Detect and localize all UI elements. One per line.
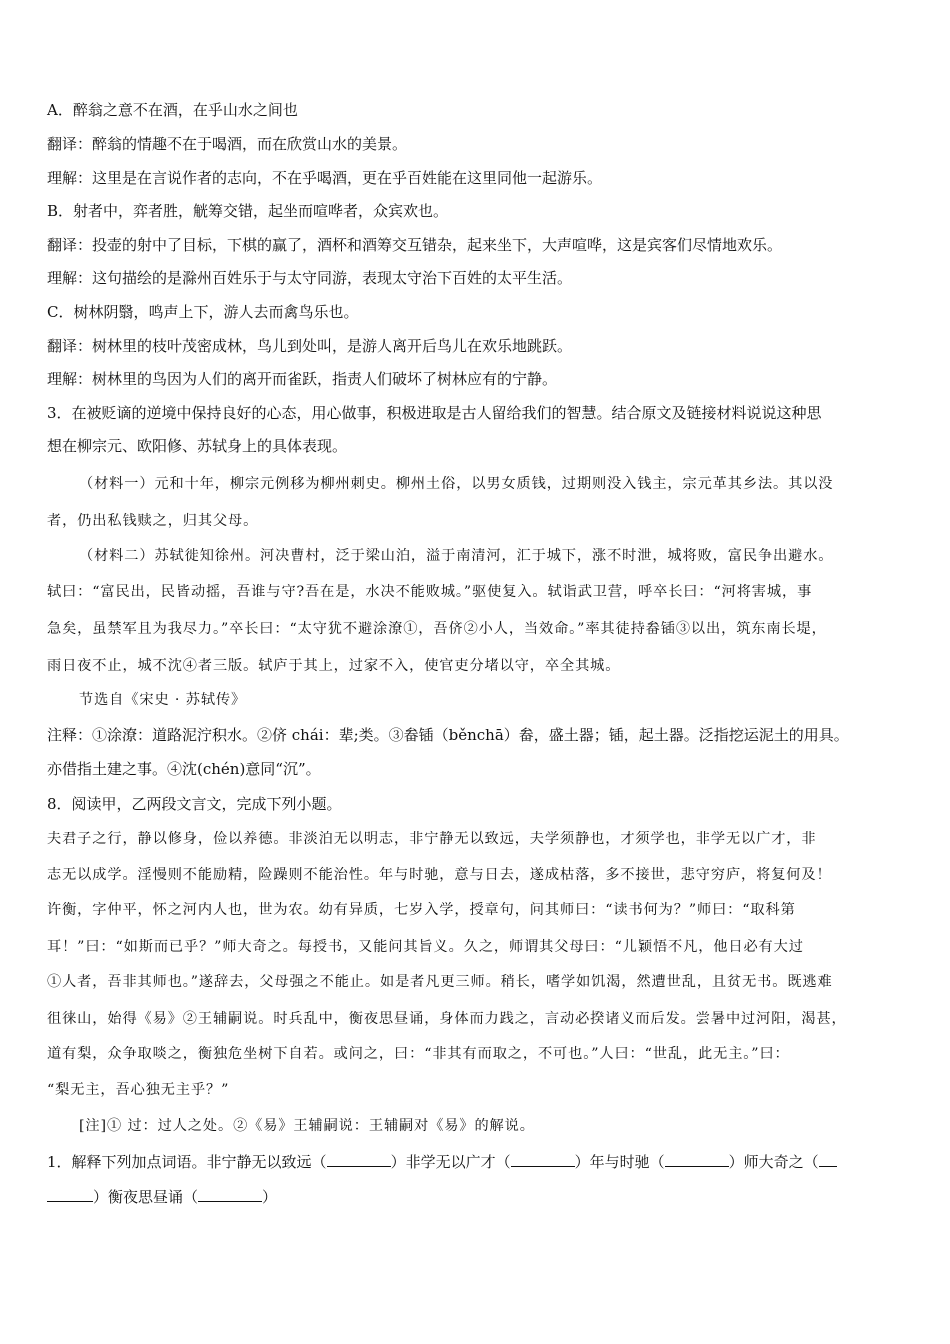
question-1-close: ）: [262, 1188, 278, 1206]
question-3-cont: 想在柳宗元、欧阳修、苏轼身上的具体表现。: [47, 437, 348, 455]
option-b-understanding: 理解：这句描绘的是滁州百姓乐于与太守同游，表现太守治下百姓的太平生活。: [47, 269, 573, 287]
material-1: （材料一）元和十年，柳宗元例移为柳州刺史。柳州土俗，以男女质钱，过期则没入钱主，宗元革其乡法。其以没: [79, 476, 834, 492]
passage-a-line-1: 夫君子之行，静以修身，俭以养德。非淡泊无以明志，非宁静无以致远，夫学须静也，才须学也，非学无以广才，非: [47, 831, 817, 847]
annotation: 注释：①涂潦：道路泥泞积水。②侪 chái：辈;类。③畚锸（běnchā）畚，盛土器；锸，起土器。泛指挖运泥土的用具。: [47, 726, 849, 744]
material-2-line-2: 轼曰：“富民出，民皆动摇，吾谁与守?吾在是，水决不能败城。”驱使复入。轼诣武卫营，呼卒长曰：“河将害城，事: [47, 584, 813, 600]
passage-a-line-2: 志无以成学。淫慢则不能励精，险躁则不能治性。年与时驰，意与日去，遂成枯落，多不接世，悲守穷庐，将复何及！: [47, 867, 832, 883]
passage-b-line-1: 许衡，字仲平，怀之河内人也，世为农。幼有异质，七岁入学，授章句，问其师曰：“读书何为？”师曰：“取科第: [47, 902, 796, 918]
passage-b-line-2: 耳！”曰：“如斯而已乎？”师大奇之。每授书，又能问其旨义。久之，师谓其父母曰：“儿颖悟不凡，他日必有大过: [47, 939, 804, 955]
answer-blank-5[interactable]: [198, 1188, 262, 1202]
source-note: 节选自《宋史 · 苏轼传》: [79, 692, 247, 708]
passage-b-line-6: “梨无主，吾心独无主乎？”: [47, 1082, 230, 1098]
question-1-item-3: ）年与时驰（: [574, 1153, 665, 1171]
answer-blank-2[interactable]: [511, 1153, 575, 1167]
answer-blank-4-start[interactable]: [819, 1153, 837, 1167]
note: [注]① 过：过人之处。②《易》王辅嗣说：王辅嗣对《易》的解说。: [79, 1118, 535, 1134]
passage-b-line-5: 道有梨，众争取啖之，衡独危坐树下自若。或问之，曰：“非其有而取之，不可也。”人曰：“世乱，此无主。”曰：: [47, 1046, 790, 1062]
question-1-item-4: ）师大奇之（: [728, 1153, 819, 1171]
option-b: B．射者中，弈者胜，觥筹交错，起坐而喧哗者，众宾欢也。: [47, 202, 449, 220]
option-c: C．树林阴翳，鸣声上下，游人去而禽鸟乐也。: [47, 303, 359, 321]
passage-b-line-4: 徂徕山，始得《易》②王辅嗣说。时兵乱中，衡夜思昼诵，身体而力践之，言动必揆诸义而后发。尝暑中过河阳，渴甚，: [47, 1011, 847, 1027]
question-1-prefix: 1．解释下列加点词语。: [47, 1153, 207, 1171]
material-2: （材料二）苏轼徙知徐州。河决曹村，泛于梁山泊，溢于南清河，汇于城下，涨不时泄，城将败，富民争出避水。: [79, 548, 834, 564]
material-1-cont: 者，仍出私钱赎之，归其父母。: [47, 513, 259, 529]
option-c-understanding: 理解：树林里的鸟因为人们的离开而雀跃，指责人们破坏了树林应有的宁静。: [47, 370, 558, 388]
option-a-understanding: 理解：这里是在言说作者的志向，不在乎喝酒，更在乎百姓能在这里同他一起游乐。: [47, 169, 603, 187]
annotation-cont: 亦借指土建之事。④沈(chén)意同“沉”。: [47, 760, 321, 778]
material-2-line-4: 雨日夜不止，城不沈④者三版。轼庐于其上，过家不入，使官吏分堵以守，卒全其城。: [47, 658, 621, 674]
option-a-translation: 翻译：醉翁的情趣不在于喝酒，而在欣赏山水的美景。: [47, 135, 408, 153]
option-b-translation: 翻译：投壶的射中了目标，下棋的赢了，酒杯和酒筹交互错杂，起来坐下，大声喧哗，这是宾客们尽情地欢乐。: [47, 236, 783, 254]
question-1: [47, 1152, 837, 1172]
option-c-translation: 翻译：树林里的枝叶茂密成林，鸟儿到处叫，是游人离开后鸟儿在欢乐地跳跃。: [47, 337, 573, 355]
option-a: A．醉翁之意不在酒，在乎山水之间也: [47, 101, 298, 119]
answer-blank-4-end[interactable]: [47, 1188, 93, 1202]
answer-blank-1[interactable]: [327, 1153, 391, 1167]
question-1-item-1: 非宁静无以致远（: [206, 1153, 327, 1171]
material-2-line-3: 急矣，虽禁军且为我尽力。”卒长曰：“太守犹不避涂潦①，吾侪②小人，当效命。”率其徒持畚锸③以出，筑东南长堤，: [47, 621, 827, 637]
passage-b-line-3: ①人者，吾非其师也。”遂辞去，父母强之不能止。如是者凡更三师。稍长，嗜学如饥渴，然遭世乱，且贫无书。既逃难: [47, 974, 833, 990]
question-1-item-5: ）衡夜思昼诵（: [93, 1188, 199, 1206]
question-3: 3．在被贬谪的逆境中保持良好的心态，用心做事，积极进取是古人留给我们的智慧。结合原文及链接材料说说这种思: [47, 404, 822, 422]
question-1-cont: [47, 1187, 277, 1207]
question-8: 8．阅读甲，乙两段文言文，完成下列小题。: [47, 795, 342, 813]
question-1-item-2: ）非学无以广才（: [390, 1153, 511, 1171]
answer-blank-3[interactable]: [665, 1153, 729, 1167]
